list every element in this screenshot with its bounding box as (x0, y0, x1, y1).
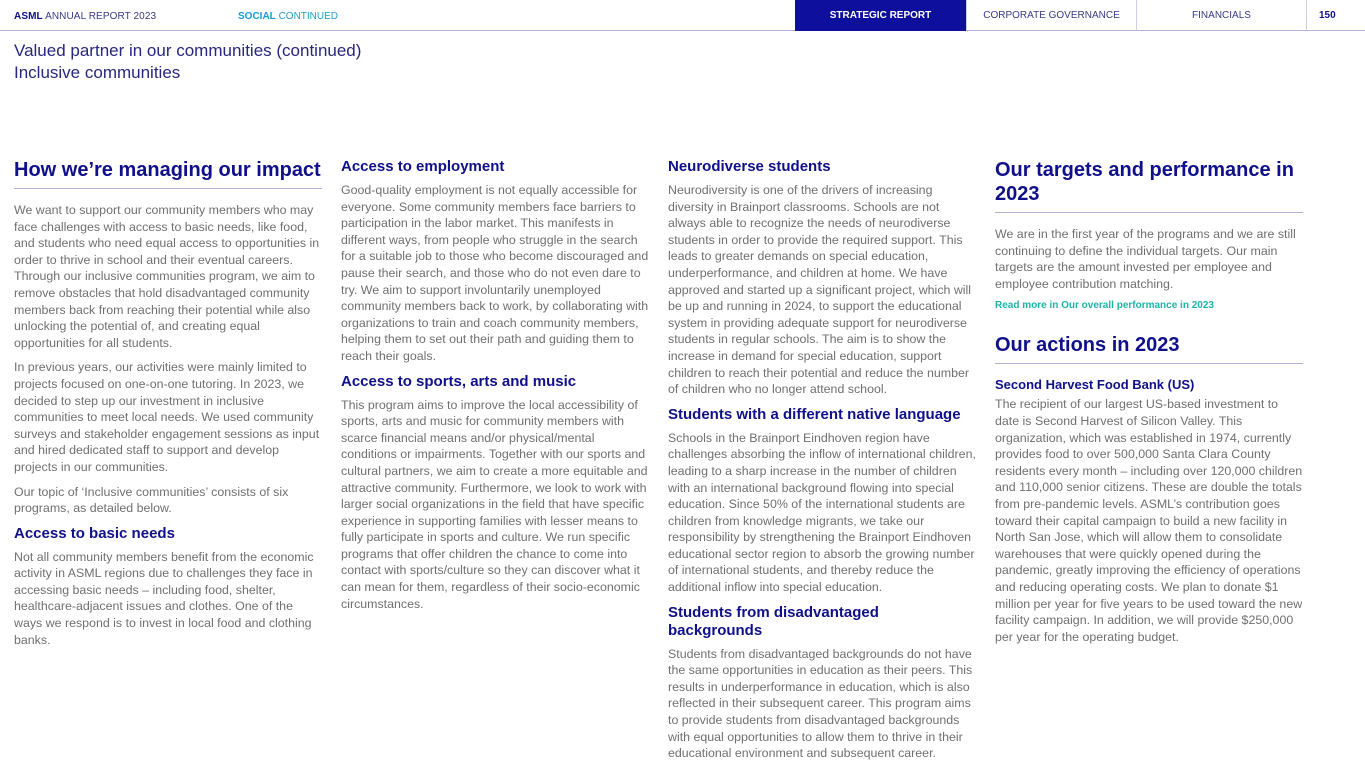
report-name: ANNUAL REPORT 2023 (45, 11, 157, 22)
section-suffix: CONTINUED (278, 11, 339, 22)
paragraph-disadvantaged: Students from disadvantaged backgrounds do not have the same opportunities in education as their peers. This results in underperformance in education, which is also reflected in their subsequent career. This program aims to provide students from disadvantaged backgrounds with equal opportunities to allow them to thrive in their educational environment and subsequent career. (668, 646, 973, 761)
paragraph-employment: Good-quality employment is not equally accessible for everyone. Some community members face barriers to participation in the labor market. This manifests in different ways, from people who struggle in the search for a suitable job to those who become discouraged and pause their search, and those who do not even dare to try. We aim to support involuntarily unemployed community members back to work, by collaborating with organizations to train and coach community members, helping them to set out their path and guiding them to reach their goals. (341, 183, 649, 363)
paragraph-targets: We are in the first year of the programs and we are still continuing to define the individual targets. Our main targets are the amount invested per employee and employee contribution matching. (995, 227, 1296, 291)
page-title-line-2: Inclusive communities (14, 63, 181, 82)
tab-corporate-governance[interactable]: CORPORATE GOVERNANCE (966, 0, 1136, 31)
column-student-programs (668, 158, 976, 769)
column-managing-impact (14, 158, 322, 656)
brand-name: ASML (14, 11, 43, 22)
heading-targets-performance: Our targets and performance in 2023 (995, 158, 1303, 213)
column-access-programs (341, 158, 649, 620)
paragraph-basic-needs: Not all community members benefit from the economic activity in ASML regions due to challenges they face in accessing basic needs – including food, shelter, healthcare-adjacent issues and clothes. One of the ways we respond is to invest in local food and clothing banks. (14, 549, 314, 647)
page-title-line-1: Valued partner in our communities (continued) (14, 41, 362, 60)
column-targets-actions (995, 158, 1303, 653)
heading-disadvantaged: Students from disadvantaged backgrounds (668, 603, 879, 639)
heading-second-harvest: Second Harvest Food Bank (US) (995, 377, 1195, 393)
paragraph-neurodiverse: Neurodiversity is one of the drivers of increasing diversity in Brainport classrooms. Schools are not always able to recognize the needs of neurodiverse students in order to provide the required support. This leads to greater demands on special education, underperformance, and children at home. We have approved and started up a significant project, which will be up and running in 2024, to support the educational system in providing adequate support for neurodiverse students in regular schools. The aim is to show the increase in demand for special education, support children to reach their potential and reduce the number of children who no longer attend school. (668, 183, 972, 397)
top-navigation-bar (0, 0, 1365, 31)
heading-native-language: Students with a different native language (668, 405, 961, 423)
read-more-link[interactable]: Read more in Our overall performance in 2023 (995, 300, 1214, 312)
page-number: 150 (1306, 0, 1365, 31)
heading-basic-needs: Access to basic needs (14, 524, 175, 542)
section-breadcrumb[interactable] (238, 11, 338, 22)
paragraph-second-harvest: The recipient of our largest US-based investment to date is Second Harvest of Silicon Valley. This organization, which was established in 1974, currently provides food to over 500,000 Santa Clara County residents every month – including over 120,000 children and 110,000 senior citizens. These are double the totals from pre-pandemic levels. ASML’s contribution goes toward their capital campaign to build a new facility in North San Jose, which will allow them to consolidate warehouses that were quickly opened during the pandemic, greatly improving the efficiency of operations and reducing operating costs. We plan to donate $1 million per year for five years to be used toward the new facility campaign. In addition, we will provide $250,000 per year for the operating budget. (995, 397, 1303, 644)
page-title (14, 40, 361, 84)
report-brand (14, 11, 156, 22)
tab-financials[interactable]: FINANCIALS (1136, 0, 1306, 31)
paragraph-native-language: Schools in the Brainport Eindhoven region have challenges absorbing the inflow of international children, leading to a sharp increase in the number of children with an international background flowing into special education. Since 50% of the international students are children from knowledge migrants, we take our responsibility by strengthening the Brainport Eindhoven educational sector region to absorb the growing number of international students, and thereby reduce the additional inflow into special education. (668, 430, 976, 595)
heading-employment: Access to employment (341, 158, 505, 175)
heading-sports-arts-music: Access to sports, arts and music (341, 372, 577, 390)
heading-neurodiverse: Neurodiverse students (668, 158, 831, 175)
heading-actions: Our actions in 2023 (995, 333, 1303, 364)
paragraph-previous-years: In previous years, our activities were mainly limited to projects focused on one-on-one tutoring. In 2023, we decided to step up our investment in inclusive communities to meet local needs. We used community surveys and stakeholder engagement sessions as input and hired dedicated staff to support and develop projects in our communities. (14, 360, 320, 474)
section-name: SOCIAL (238, 11, 276, 22)
heading-managing-impact: How we’re managing our impact (14, 158, 322, 189)
paragraph-intro: We want to support our community members who may face challenges with access to basic needs, like food, and students who need equal access to opportunities in order to thrive in school and their eventual careers. Through our inclusive communities program, we aim to remove obstacles that hold disadvantaged community members back from reaching their potential while also unlocking the potential of, and creating equal opportunities for all students. (14, 203, 320, 350)
tab-strategic-report[interactable]: STRATEGIC REPORT (795, 0, 966, 31)
paragraph-six-programs: Our topic of ‘Inclusive communities’ consists of six programs, as detailed below. (14, 484, 289, 516)
paragraph-sports-arts-music: This program aims to improve the local accessibility of sports, arts and music for community members with scarce financial means and/or physical/mental conditions or impairments. Together with our sports and cultural partners, we aim to create a more equitable and attractive community. Furthermore, we look to work with larger social organizations in the field that have specific experience in supporting families with lesser means to fully participate in sports and culture. We run specific programs that offer children the chance to come into contact with sports/culture so they can discover what it can mean for them, regardless of their socio-economic circumstances. (341, 397, 648, 611)
